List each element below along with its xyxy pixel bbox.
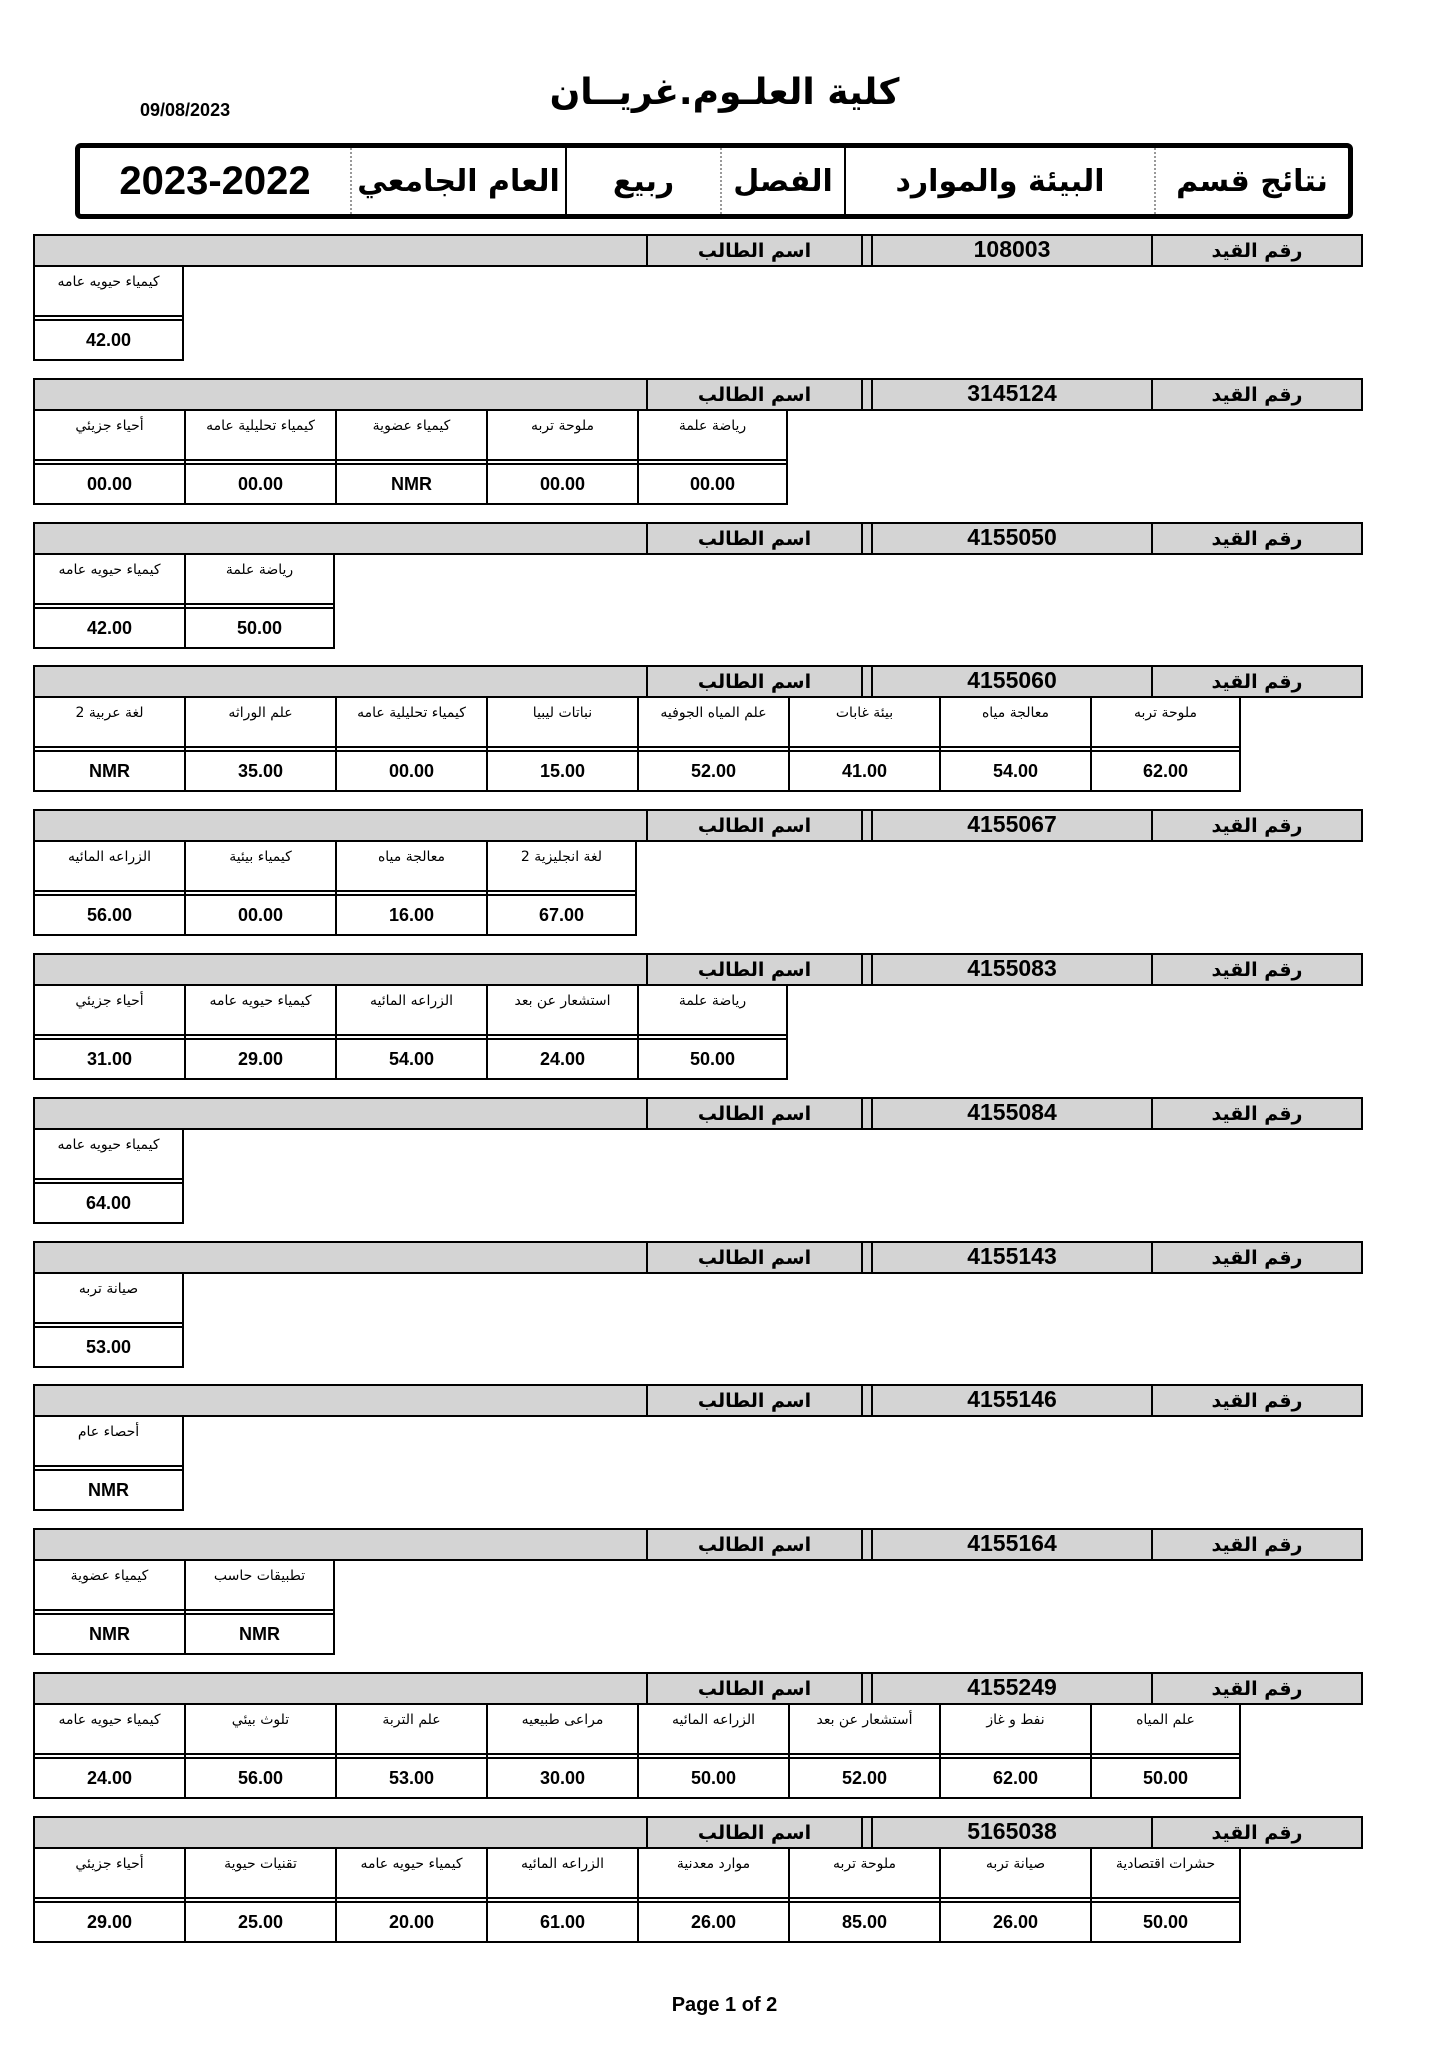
subject-grade: 16.00 (337, 894, 486, 934)
record-header-bar (33, 522, 1363, 555)
record-header-bar (33, 1241, 1363, 1274)
subject-cell (33, 1849, 184, 1943)
subject-cell (637, 698, 788, 792)
subject-name: أحياء جزيئي (35, 1849, 184, 1899)
subject-name: بيئة غابات (790, 698, 939, 748)
subject-grade: NMR (35, 1469, 182, 1509)
subject-cell (637, 1849, 788, 1943)
subjects-row (33, 1705, 1363, 1799)
student-id: 4155249 (871, 1674, 1151, 1703)
subject-name: نباتات ليبيا (488, 698, 637, 748)
student-record (33, 1672, 1363, 1799)
record-header-bar (33, 1528, 1363, 1561)
subject-grade: 42.00 (35, 607, 184, 647)
subject-name: أحصاء عام (35, 1417, 182, 1467)
subject-grade: 24.00 (488, 1038, 637, 1078)
subject-grade: 20.00 (337, 1901, 486, 1941)
subject-cell (788, 1705, 939, 1799)
student-id: 4155050 (871, 524, 1151, 553)
separator (861, 811, 871, 840)
student-id-label: رقم القيد (1151, 1386, 1361, 1415)
student-name-label: اسم الطالب (646, 1530, 861, 1559)
separator (861, 1386, 871, 1415)
record-header-bar (33, 1816, 1363, 1849)
subject-name: الزراعه المائيه (337, 986, 486, 1036)
subject-cell (486, 411, 637, 505)
separator (861, 1099, 871, 1128)
student-name-label: اسم الطالب (646, 811, 861, 840)
subject-cell (33, 267, 184, 361)
subject-name: أستشعار عن بعد (790, 1705, 939, 1755)
subject-grade: 62.00 (941, 1757, 1090, 1797)
student-record (33, 1241, 1363, 1368)
student-id-label: رقم القيد (1151, 667, 1361, 696)
subject-grade: 00.00 (186, 463, 335, 503)
subjects-row (33, 1130, 1363, 1224)
academic-year: 2023-2022 (119, 158, 311, 203)
student-id-label: رقم القيد (1151, 1243, 1361, 1272)
subject-grade: 62.00 (1092, 750, 1239, 790)
student-record (33, 1097, 1363, 1224)
subjects-row (33, 1274, 1363, 1368)
subject-name: تلوث بيئي (186, 1705, 335, 1755)
subject-grade: 67.00 (488, 894, 635, 934)
separator (861, 236, 871, 265)
semester-value: ربيع (565, 148, 720, 214)
subject-name: صيانة تربه (35, 1274, 182, 1324)
subject-cell (184, 842, 335, 936)
subject-grade: 00.00 (337, 750, 486, 790)
subject-name: علم المياه الجوفيه (639, 698, 788, 748)
student-id: 5165038 (871, 1818, 1151, 1847)
separator (861, 1530, 871, 1559)
subjects-row (33, 267, 1363, 361)
subject-cell (335, 698, 486, 792)
separator (861, 1243, 871, 1272)
subject-cell (184, 1561, 335, 1655)
subject-name: ملوحة تربه (1092, 698, 1239, 748)
subject-name: لغة عربية 2 (35, 698, 184, 748)
subject-cell (335, 842, 486, 936)
subject-name: كيمياء عضوية (35, 1561, 184, 1611)
subject-name: كيمياء حيويه عامه (35, 267, 182, 317)
subject-cell (184, 986, 335, 1080)
subject-grade: 85.00 (790, 1901, 939, 1941)
student-name-label: اسم الطالب (646, 236, 861, 265)
subject-grade: 29.00 (35, 1901, 184, 1941)
separator (861, 524, 871, 553)
subject-name: ملوحة تربه (488, 411, 637, 461)
student-name-label: اسم الطالب (646, 380, 861, 409)
subject-grade: 50.00 (639, 1038, 786, 1078)
subject-grade: 31.00 (35, 1038, 184, 1078)
record-header-bar (33, 809, 1363, 842)
subject-grade: 56.00 (35, 894, 184, 934)
subject-cell (939, 1849, 1090, 1943)
subject-name: رياضة علمة (639, 986, 786, 1036)
subjects-row (33, 1849, 1363, 1943)
student-name-label: اسم الطالب (646, 1674, 861, 1703)
student-id-label: رقم القيد (1151, 1818, 1361, 1847)
subject-grade: NMR (35, 1613, 184, 1653)
subject-grade: 53.00 (35, 1326, 182, 1366)
subject-name: رياضة علمة (639, 411, 786, 461)
student-id: 4155060 (871, 667, 1151, 696)
subject-cell (184, 1705, 335, 1799)
subject-cell (486, 986, 637, 1080)
subject-grade: 52.00 (790, 1757, 939, 1797)
subject-name: أحياء جزيئي (35, 986, 184, 1036)
subject-cell (788, 698, 939, 792)
subject-grade: NMR (186, 1613, 333, 1653)
subject-grade: 54.00 (337, 1038, 486, 1078)
separator (861, 380, 871, 409)
subject-grade: 41.00 (790, 750, 939, 790)
subject-grade: 25.00 (186, 1901, 335, 1941)
subjects-row (33, 1561, 1363, 1655)
student-id-label: رقم القيد (1151, 524, 1361, 553)
subjects-row (33, 698, 1363, 792)
student-id-label: رقم القيد (1151, 380, 1361, 409)
subject-cell (939, 698, 1090, 792)
subject-cell (33, 842, 184, 936)
subject-grade: 42.00 (35, 319, 182, 359)
student-id: 4155146 (871, 1386, 1151, 1415)
report-header (75, 143, 1353, 219)
subject-grade: 53.00 (337, 1757, 486, 1797)
subject-cell (486, 1705, 637, 1799)
subject-grade: 00.00 (488, 463, 637, 503)
subject-name: لغة انجليزية 2 (488, 842, 635, 892)
subject-cell (1090, 1705, 1241, 1799)
subject-grade: 24.00 (35, 1757, 184, 1797)
record-header-bar (33, 1097, 1363, 1130)
subject-cell (335, 1849, 486, 1943)
subject-grade: 00.00 (186, 894, 335, 934)
separator (861, 1674, 871, 1703)
subject-name: كيمياء حيويه عامه (35, 1705, 184, 1755)
student-id: 108003 (871, 236, 1151, 265)
subject-grade: 30.00 (488, 1757, 637, 1797)
subject-name: كيمياء حيويه عامه (337, 1849, 486, 1899)
student-id: 3145124 (871, 380, 1151, 409)
separator (861, 667, 871, 696)
college-title: كلية العلـوم.غريــان (549, 72, 900, 113)
student-name-label: اسم الطالب (646, 1818, 861, 1847)
subject-name: موارد معدنية (639, 1849, 788, 1899)
subject-cell (33, 1274, 184, 1368)
subject-cell (939, 1705, 1090, 1799)
subject-cell (33, 1561, 184, 1655)
subject-grade: 56.00 (186, 1757, 335, 1797)
student-name-label: اسم الطالب (646, 524, 861, 553)
subject-grade: 50.00 (186, 607, 333, 647)
subject-cell (184, 555, 335, 649)
subject-name: تقنيات حيوية (186, 1849, 335, 1899)
subject-name: ملوحة تربه (790, 1849, 939, 1899)
subject-grade: 50.00 (1092, 1901, 1239, 1941)
subject-name: كيمياء بيئية (186, 842, 335, 892)
subject-name: كيمياء حيويه عامه (186, 986, 335, 1036)
student-record (33, 522, 1363, 649)
subject-cell (1090, 698, 1241, 792)
subject-name: كيمياء تحليلية عامه (337, 698, 486, 748)
record-header-bar (33, 1384, 1363, 1417)
subject-name: معالجة مياه (337, 842, 486, 892)
subject-cell (637, 986, 788, 1080)
subject-cell (33, 986, 184, 1080)
subject-grade: 00.00 (639, 463, 786, 503)
semester-label: الفصل (720, 148, 844, 214)
subject-cell (1090, 1849, 1241, 1943)
subject-name: كيمياء عضوية (337, 411, 486, 461)
student-id: 4155084 (871, 1099, 1151, 1128)
page-number: Page 1 of 2 (671, 1994, 778, 2016)
subject-grade: NMR (337, 463, 486, 503)
student-id: 4155067 (871, 811, 1151, 840)
subjects-row (33, 411, 1363, 505)
subject-name: نفط و غاز (941, 1705, 1090, 1755)
subjects-row (33, 986, 1363, 1080)
subject-name: كيمياء حيويه عامه (35, 1130, 182, 1180)
subject-name: علم الوراثه (186, 698, 335, 748)
student-record (33, 953, 1363, 1080)
subjects-row (33, 842, 1363, 936)
subject-cell (335, 986, 486, 1080)
subjects-row (33, 1417, 1363, 1511)
student-id-label: رقم القيد (1151, 811, 1361, 840)
subject-cell (33, 411, 184, 505)
subject-name: كيمياء تحليلية عامه (186, 411, 335, 461)
subject-grade: NMR (35, 750, 184, 790)
subject-cell (33, 1417, 184, 1511)
subject-name: الزراعه المائيه (639, 1705, 788, 1755)
subject-cell (184, 411, 335, 505)
student-record (33, 234, 1363, 361)
subject-cell (637, 1705, 788, 1799)
subject-cell (335, 1705, 486, 1799)
department-label: نتائج قسم (1154, 148, 1348, 214)
subject-name: علم التربة (337, 1705, 486, 1755)
record-header-bar (33, 378, 1363, 411)
record-header-bar (33, 953, 1363, 986)
subject-name: حشرات اقتصادية (1092, 1849, 1239, 1899)
subject-grade: 61.00 (488, 1901, 637, 1941)
subject-grade: 35.00 (186, 750, 335, 790)
subject-cell (33, 1705, 184, 1799)
student-record (33, 1528, 1363, 1655)
subject-cell (486, 698, 637, 792)
subject-cell (184, 698, 335, 792)
subject-cell (33, 698, 184, 792)
student-name-label: اسم الطالب (646, 667, 861, 696)
subject-grade: 64.00 (35, 1182, 182, 1222)
report-date: 09/08/2023 (140, 100, 231, 120)
subject-cell (637, 411, 788, 505)
subject-grade: 50.00 (1092, 1757, 1239, 1797)
subject-name: علم المياه (1092, 1705, 1239, 1755)
student-id-label: رقم القيد (1151, 1099, 1361, 1128)
student-name-label: اسم الطالب (646, 955, 861, 984)
record-header-bar (33, 234, 1363, 267)
separator (861, 1818, 871, 1847)
subject-cell (486, 1849, 637, 1943)
subject-name: رياضة علمة (186, 555, 333, 605)
student-record (33, 1384, 1363, 1511)
subject-name: الزراعه المائيه (35, 842, 184, 892)
subject-grade: 29.00 (186, 1038, 335, 1078)
subject-cell (788, 1849, 939, 1943)
record-header-bar (33, 665, 1363, 698)
subject-cell (184, 1849, 335, 1943)
student-id: 4155143 (871, 1243, 1151, 1272)
subject-grade: 26.00 (941, 1901, 1090, 1941)
subject-name: مراعى طبيعيه (488, 1705, 637, 1755)
student-record (33, 809, 1363, 936)
subject-cell (486, 842, 637, 936)
subject-grade: 15.00 (488, 750, 637, 790)
subject-grade: 50.00 (639, 1757, 788, 1797)
department-name: البيئة والموارد (844, 148, 1154, 214)
subject-grade: 26.00 (639, 1901, 788, 1941)
subject-name: معالجة مياه (941, 698, 1090, 748)
student-name-label: اسم الطالب (646, 1386, 861, 1415)
subject-name: الزراعه المائيه (488, 1849, 637, 1899)
subjects-row (33, 555, 1363, 649)
subject-grade: 52.00 (639, 750, 788, 790)
student-name-label: اسم الطالب (646, 1243, 861, 1272)
subject-grade: 54.00 (941, 750, 1090, 790)
subject-name: أحياء جزيئي (35, 411, 184, 461)
student-id-label: رقم القيد (1151, 1530, 1361, 1559)
subject-name: استشعار عن بعد (488, 986, 637, 1036)
student-name-label: اسم الطالب (646, 1099, 861, 1128)
student-record (33, 378, 1363, 505)
student-id-label: رقم القيد (1151, 1674, 1361, 1703)
subject-name: صيانة تربه (941, 1849, 1090, 1899)
subject-cell (335, 411, 486, 505)
subject-cell (33, 1130, 184, 1224)
separator (861, 955, 871, 984)
subject-cell (33, 555, 184, 649)
academic-year-label: العام الجامعي (350, 148, 565, 214)
student-id: 4155083 (871, 955, 1151, 984)
student-id-label: رقم القيد (1151, 955, 1361, 984)
subject-name: تطبيقات حاسب (186, 1561, 333, 1611)
student-record (33, 1816, 1363, 1943)
student-id-label: رقم القيد (1151, 236, 1361, 265)
subject-name: كيمياء حيويه عامه (35, 555, 184, 605)
student-record (33, 665, 1363, 792)
student-id: 4155164 (871, 1530, 1151, 1559)
record-header-bar (33, 1672, 1363, 1705)
subject-grade: 00.00 (35, 463, 184, 503)
